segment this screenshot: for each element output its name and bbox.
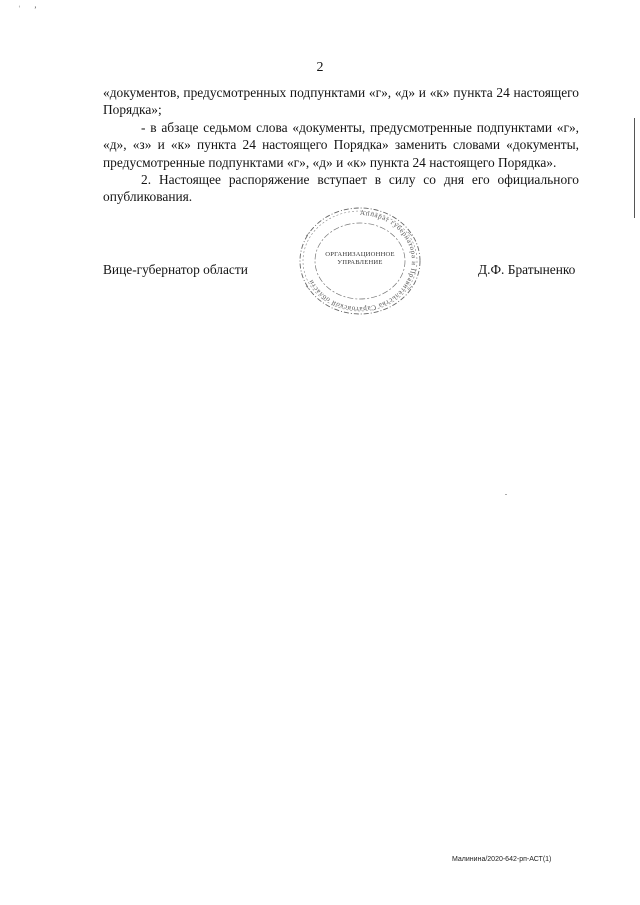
scan-artifact-mark: ʿ [18, 5, 21, 14]
signatory-position: Вице-губернатор области [103, 262, 248, 277]
stamp-ring-text: Аппарат губернатора и Правительства Саратовской области [306, 208, 418, 314]
document-body [103, 84, 579, 206]
official-stamp [292, 206, 428, 320]
stamp-center-line: ОРГАНИЗАЦИОННОЕ [325, 251, 395, 258]
stamp-center-text [314, 251, 406, 267]
scan-speck [505, 494, 507, 495]
scan-artifact-mark: ʼ [34, 5, 37, 14]
document-footer-code: Малинина/2020-642-рп-АСТ(1) [452, 856, 552, 863]
page-number: 2 [316, 60, 324, 75]
paragraph-continuation: «документов, предусмотренных подпунктами «г», «д» и «к» пункта 24 настоящего Порядка»; [103, 85, 579, 118]
signatory-name: Д.Ф. Братыненко [478, 262, 576, 277]
scan-edge-line [634, 118, 635, 218]
stamp-center-line: УПРАВЛЕНИЕ [337, 259, 383, 266]
paragraph-effective-date: 2. Настоящее распоряжение вступает в силу со дня его официального опубликования. [103, 172, 579, 205]
paragraph-amendment: - в абзаце седьмом слова «документы, предусмотренные подпунктами «г», «д», «з» и «к» пункта 24 настоящего Порядка» заменить словами «документы, предусмотренные подпунктами «г», «д» и «к» пункта 24 настоящего Порядка». [103, 119, 579, 170]
